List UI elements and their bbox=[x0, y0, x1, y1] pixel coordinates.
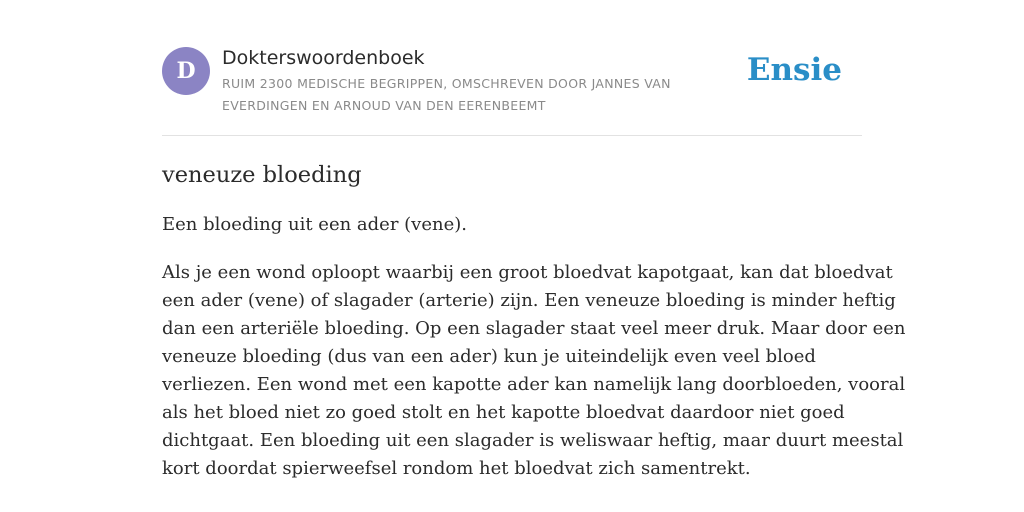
ensie-logo[interactable]: Ensie bbox=[746, 52, 842, 88]
explanation-line: veneuze bloeding (dus van een ader) kun je uiteindelijk even veel bloed bbox=[162, 346, 816, 367]
explanation-line: als het bloed niet zo goed stolt en het kapotte bloedvat daardoor niet goed bbox=[162, 402, 845, 423]
explanation-line: een ader (vene) of slagader (arterie) zijn. Een veneuze bloeding is minder heftig bbox=[162, 290, 896, 311]
avatar[interactable]: D bbox=[162, 47, 210, 95]
explanation-line: Als je een wond oploopt waarbij een groot bloedvat kapotgaat, kan dat bloedvat bbox=[162, 262, 893, 283]
header bbox=[162, 46, 862, 116]
site-subtitle: RUIM 2300 MEDISCHE BEGRIPPEN, OMSCHREVEN DOOR JANNES VAN EVERDINGEN EN ARNOUD VAN DEN EERENBEEMT bbox=[222, 76, 671, 113]
site-title[interactable]: Dokterswoordenboek bbox=[222, 47, 425, 69]
explanation-line: dan een arteriële bloeding. Op een slagader staat veel meer druk. Maar door een bbox=[162, 318, 906, 339]
explanation-line: verliezen. Een wond met een kapotte ader kan namelijk lang doorbloeden, vooral bbox=[162, 374, 906, 395]
term-title: veneuze bloeding bbox=[162, 162, 362, 188]
explanation-line: dichtgaat. Een bloeding uit een slagader is weliswaar heftig, maar duurt meestal bbox=[162, 430, 904, 451]
definition-text: Een bloeding uit een ader (vene). bbox=[162, 214, 467, 235]
entry-card bbox=[162, 0, 906, 512]
explanation-text bbox=[162, 259, 906, 483]
explanation-line: kort doordat spierweefsel rondom het bloedvat zich samentrekt. bbox=[162, 458, 751, 479]
header-divider bbox=[162, 135, 862, 136]
